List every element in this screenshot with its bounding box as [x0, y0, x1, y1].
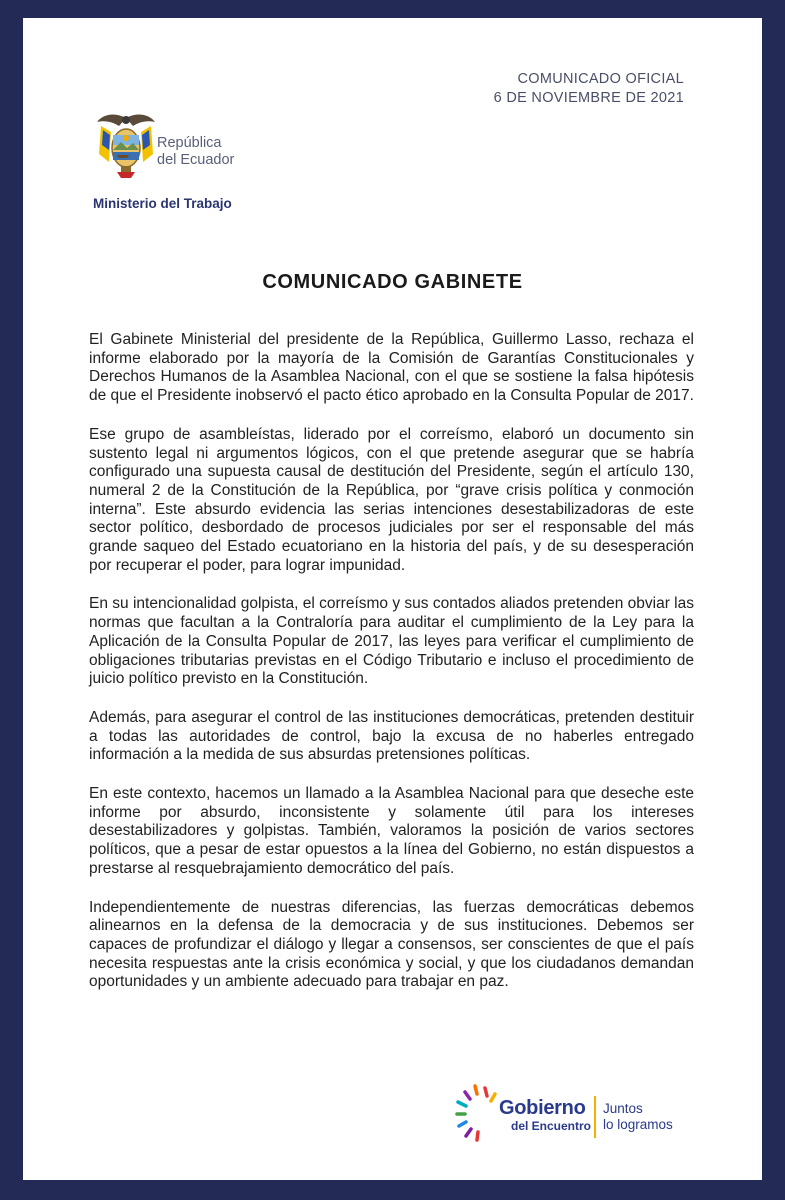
republic-line-2: del Ecuador [157, 152, 235, 168]
paragraph: En este contexto, hacemos un llamado a la Asamblea Nacional para que deseche este informe por absurdo, inconsistente y solamente útil para los intereses desestabilizadores y golpistas. También, valoramos la posición de varios sectores políticos, que a pesar de estar opuestos a la línea del Gobierno, no están dispuestos a prestarse al resquebrajamiento democrático del país. [89, 785, 694, 877]
header-block [494, 70, 684, 108]
logo-slogan [603, 1101, 673, 1132]
paragraph: El Gabinete Ministerial del presidente de la República, Guillermo Lasso, rechaza el informe elaborado por la mayoría de la Comisión de Garantías Constitucionales y Derechos Humanos de la Asamblea Nacional, con el que se sostiene la falsa hipótesis de que el Presidente inobservó el pacto ético aprobado en la Consulta Popular de 2017. [89, 331, 694, 405]
ministry-name: Ministerio del Trabajo [93, 196, 232, 211]
doc-date: 6 DE NOVIEMBRE DE 2021 [493, 90, 684, 106]
logo-subtitle: del Encuentro [511, 1119, 592, 1133]
paragraph: Ese grupo de asambleístas, liderado por el correísmo, elaboró un documento sin sustento legal ni argumentos lógicos, con el que pretende asegurar que se habría configurado una supuesta causal de destitución del Presidente, según el artículo 130, numeral 2 de la Constitución de la República, por “grave crisis política y conmoción interna”. Este absurdo evidencia las serias intenciones desestabilizadoras de este sector político, desbordado de procesos judiciales por ser el responsable del más grande saqueo del Estado ecuatoriano en la historia del país, y de su desesperación por recuperar el poder, para lograr impunidad. [89, 425, 694, 574]
slogan-line-2: lo logramos [603, 1116, 673, 1132]
paragraph: Independientemente de nuestras diferencias, las fuerzas democráticas debemos alinearnos en la defensa de la democracia y de sus instituciones. Debemos ser capaces de profundizar el diálogo y llegar a consensos, ser conscientes de que el país necesita respuestas ante la crisis económica y social, y que los ciudadanos demandan oportunidades y un ambiente adecuado para trabajar en paz. [89, 898, 694, 991]
paragraph: En su intencionalidad golpista, el correísmo y sus contados aliados pretenden obviar las normas que facultan a la Contraloría para auditar el cumplimiento de la Ley para la Aplicación de la Consulta Popular de 2017, las leyes para verificar el cumplimiento de obligaciones tributarias previstas en el Código Tributario e incluso el procedimiento de juicio político previsto en la Constitución. [89, 595, 694, 688]
statement-body [89, 331, 694, 1012]
slogan-line-1: Juntos [603, 1101, 643, 1116]
republic-name [157, 135, 234, 169]
burst-icon [455, 1084, 499, 1148]
ecuador-coat-of-arms-icon [93, 110, 159, 182]
paragraph: Además, para asegurar el control de las instituciones democráticas, pretenden destituir a todas las autoridades de control, bajo la excusa de no haberles entregado información a la medida de sus absurdas pretensiones políticas. [89, 708, 694, 764]
document-page [23, 18, 762, 1180]
government-logo [455, 1080, 675, 1150]
logo-divider [594, 1096, 596, 1138]
doc-type-label: COMUNICADO OFICIAL [517, 71, 684, 87]
logo-name: Gobierno [499, 1097, 586, 1119]
page-title: COMUNICADO GABINETE [262, 271, 523, 293]
republic-line-1: República [157, 135, 222, 151]
